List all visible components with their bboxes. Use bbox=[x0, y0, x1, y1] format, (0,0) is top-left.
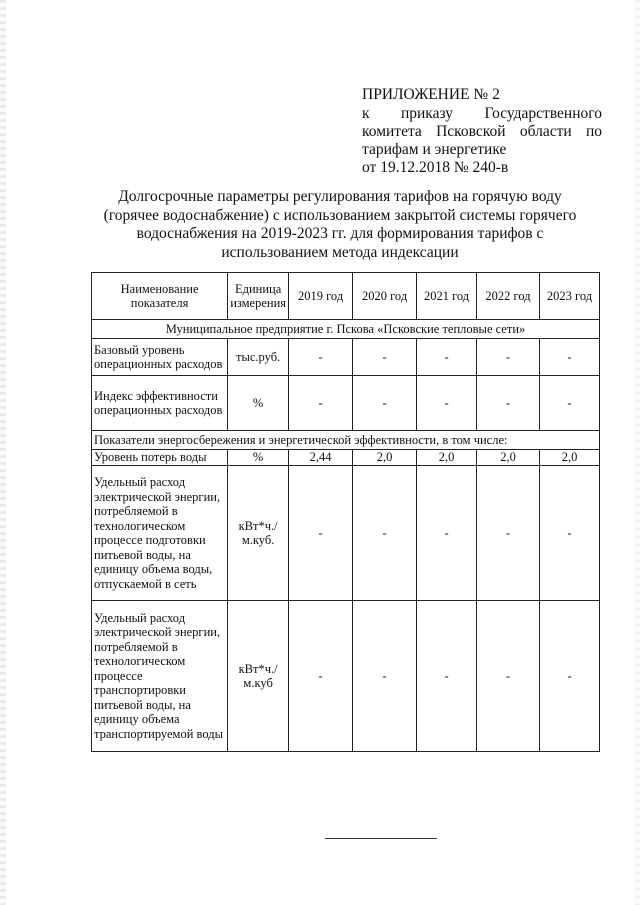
org-row bbox=[92, 320, 600, 339]
org-name: Муниципальное предприятие г. Пскова «Псковские тепловые сети» bbox=[92, 320, 600, 339]
appendix-line-3: тарифам и энергетике bbox=[362, 141, 507, 158]
scan-edge-right bbox=[635, 0, 640, 905]
table-row bbox=[92, 450, 600, 466]
document-title bbox=[100, 188, 580, 262]
row-name: Базовый уровень операционных расходов bbox=[92, 339, 228, 376]
row-unit: кВт*ч./м.куб. bbox=[228, 466, 289, 601]
table-row bbox=[92, 339, 600, 376]
row-unit: тыс.руб. bbox=[228, 339, 289, 376]
header-year-2020: 2020 год bbox=[353, 273, 417, 320]
section-title: Показатели энергосбережения и энергетической эффективности, в том числе: bbox=[92, 431, 600, 450]
parameters-table bbox=[91, 272, 600, 752]
row-value: - bbox=[477, 376, 540, 431]
closing-rule bbox=[325, 838, 437, 839]
row-value: 2,0 bbox=[477, 450, 540, 466]
row-value: - bbox=[289, 466, 353, 601]
appendix-block bbox=[362, 86, 602, 177]
row-value: - bbox=[540, 466, 600, 601]
row-value: - bbox=[289, 601, 353, 752]
row-value: - bbox=[289, 376, 353, 431]
row-unit: % bbox=[228, 450, 289, 466]
header-year-2022: 2022 год bbox=[477, 273, 540, 320]
title-line-1: Долгосрочные параметры регулирования тарифов на горячую воду bbox=[118, 188, 562, 205]
row-value: 2,0 bbox=[540, 450, 600, 466]
row-value: - bbox=[477, 601, 540, 752]
header-name: Наименование показателя bbox=[92, 273, 228, 320]
row-value: 2,0 bbox=[353, 450, 417, 466]
row-value: - bbox=[417, 466, 477, 601]
appendix-line-1: к приказу Государственного bbox=[362, 105, 602, 122]
row-name: Уровень потерь воды bbox=[92, 450, 228, 466]
header-row bbox=[92, 273, 600, 320]
table-row bbox=[92, 601, 600, 752]
appendix-line-2: комитета Псковской области по bbox=[362, 123, 602, 140]
appendix-line-4: от 19.12.2018 № 240-в bbox=[362, 159, 509, 176]
row-value: - bbox=[353, 601, 417, 752]
title-line-2: (горячее водоснабжение) с использованием закрытой системы горячего bbox=[103, 206, 577, 224]
row-value: - bbox=[353, 376, 417, 431]
row-unit: % bbox=[228, 376, 289, 431]
row-value: - bbox=[417, 376, 477, 431]
table-row bbox=[92, 466, 600, 601]
row-value: - bbox=[289, 339, 353, 376]
header-year-2023: 2023 год bbox=[540, 273, 600, 320]
appendix-heading: ПРИЛОЖЕНИЕ № 2 bbox=[362, 86, 500, 103]
row-value: 2,0 bbox=[417, 450, 477, 466]
row-value: - bbox=[353, 339, 417, 376]
row-value: - bbox=[540, 339, 600, 376]
title-line-4: использованием метода индексации bbox=[221, 243, 459, 261]
row-value: - bbox=[417, 339, 477, 376]
row-value: - bbox=[477, 466, 540, 601]
header-year-2019: 2019 год bbox=[289, 273, 353, 320]
section-row bbox=[92, 431, 600, 450]
row-value: - bbox=[417, 601, 477, 752]
scan-edge-left bbox=[0, 0, 6, 905]
row-value: - bbox=[540, 601, 600, 752]
row-unit: кВт*ч./м.куб bbox=[228, 601, 289, 752]
row-value: - bbox=[353, 466, 417, 601]
row-name: Удельный расход электрической энергии, потребляемой в технологическом процессе транспортировки питьевой воды, на единицу объема транспортируемой воды bbox=[92, 601, 228, 752]
title-line-3: водоснабжения на 2019-2023 гг. для формирования тарифов с bbox=[136, 225, 544, 242]
table-row bbox=[92, 376, 600, 431]
row-name: Индекс эффективности операционных расходов bbox=[92, 376, 228, 431]
header-year-2021: 2021 год bbox=[417, 273, 477, 320]
row-value: - bbox=[540, 376, 600, 431]
header-unit: Единица измерения bbox=[228, 273, 289, 320]
row-value: - bbox=[477, 339, 540, 376]
row-value: 2,44 bbox=[289, 450, 353, 466]
row-name: Удельный расход электрической энергии, потребляемой в технологическом процессе подготовки питьевой воды, на единицу объема воды, отпускаемой в сеть bbox=[92, 466, 228, 601]
